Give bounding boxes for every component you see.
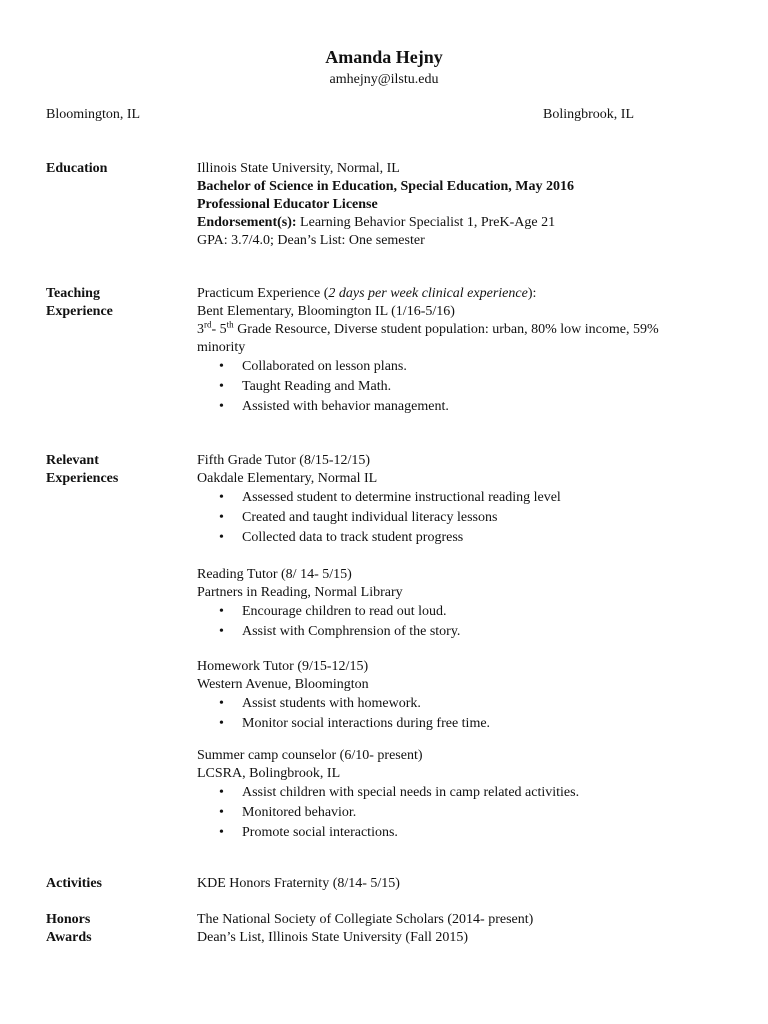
- job-bullets: [197, 602, 737, 642]
- practicum-heading: [197, 285, 737, 303]
- endorsement-value: Learning Behavior Specialist 1, PreK-Age 21: [296, 215, 556, 230]
- relevant-job-3: [197, 658, 737, 734]
- practicum-grades-cont: minority: [197, 340, 246, 355]
- practicum-school: Bent Elementary, Bloomington IL (1/16-5/16): [197, 304, 455, 319]
- honors-label-line-1: Honors: [46, 912, 91, 927]
- list-item: • Collected data to track student progress: [197, 528, 737, 548]
- job-bullets: [197, 783, 737, 843]
- education-license: Professional Educator License: [197, 197, 378, 212]
- list-item: • Created and taught individual literacy lessons: [197, 508, 737, 528]
- practicum-italic: 2 days per week clinical experience: [328, 286, 528, 301]
- grade-b: - 5: [211, 322, 227, 337]
- list-item: • Assist with Comphrension of the story.: [197, 622, 737, 642]
- job-title: Reading Tutor (8/ 14- 5/15): [197, 567, 352, 582]
- activities-value: KDE Honors Fraternity (8/14- 5/15): [197, 876, 400, 891]
- relevant-job-1: [197, 452, 737, 548]
- list-item: • Assisted with behavior management.: [197, 397, 737, 417]
- list-item: • Collaborated on lesson plans.: [197, 357, 737, 377]
- list-item: • Monitor social interactions during free time.: [197, 714, 737, 734]
- teaching-label-line-2: Experience: [46, 304, 113, 319]
- grade-a-sup: rd: [204, 319, 212, 330]
- honors-line-1: The National Society of Collegiate Scholars (2014- present): [197, 912, 534, 927]
- education-endorsement: [197, 214, 737, 232]
- section-label-relevant: [46, 452, 118, 488]
- relevant-job-4: [197, 747, 737, 843]
- section-label-education: Education: [46, 161, 108, 176]
- relevant-label-line-1: Relevant: [46, 453, 99, 468]
- relevant-label-line-2: Experiences: [46, 471, 119, 486]
- job-bullets: [197, 488, 737, 548]
- job-place: LCSRA, Bolingbrook, IL: [197, 766, 341, 781]
- honors-line-2: Dean’s List, Illinois State University (Fall 2015): [197, 930, 469, 945]
- list-item: • Encourage children to read out loud.: [197, 602, 737, 622]
- job-place: Western Avenue, Bloomington: [197, 677, 369, 692]
- education-school: Illinois State University, Normal, IL: [197, 161, 400, 176]
- list-item: • Taught Reading and Math.: [197, 377, 737, 397]
- endorsement-label: Endorsement(s):: [197, 215, 297, 230]
- job-title: Summer camp counselor (6/10- present): [197, 748, 423, 763]
- list-item: • Assist students with homework.: [197, 694, 737, 714]
- location-right: Bolingbrook, IL: [543, 107, 634, 122]
- list-item: • Assessed student to determine instructional reading level: [197, 488, 737, 508]
- job-title: Homework Tutor (9/15-12/15): [197, 659, 369, 674]
- section-label-teaching: [46, 285, 113, 321]
- list-item: • Assist children with special needs in camp related activities.: [197, 783, 737, 803]
- teaching-section: [197, 285, 737, 417]
- job-bullets: [197, 694, 737, 734]
- practicum-pre: Practicum Experience (: [197, 286, 329, 301]
- job-title: Fifth Grade Tutor (8/15-12/15): [197, 453, 371, 468]
- list-item: • Monitored behavior.: [197, 803, 737, 823]
- location-left: Bloomington, IL: [46, 107, 141, 122]
- resume-email: amhejny@ilstu.edu: [329, 72, 439, 87]
- honors-label-line-2: Awards: [46, 930, 92, 945]
- education-gpa: GPA: 3.7/4.0; Dean’s List: One semester: [197, 233, 425, 248]
- practicum-grades: [197, 321, 737, 339]
- grade-b-sup: th: [226, 319, 234, 330]
- education-degree: Bachelor of Science in Education, Special Education, May 2016: [197, 179, 574, 194]
- job-place: Partners in Reading, Normal Library: [197, 585, 403, 600]
- section-label-activities: Activities: [46, 876, 102, 891]
- education-section: [197, 160, 737, 250]
- grade-a: 3: [197, 322, 204, 337]
- practicum-post: ):: [527, 286, 537, 301]
- teaching-label-line-1: Teaching: [46, 286, 100, 301]
- list-item: • Promote social interactions.: [197, 823, 737, 843]
- honors-section: [197, 911, 737, 947]
- job-place: Oakdale Elementary, Normal IL: [197, 471, 378, 486]
- relevant-job-2: [197, 566, 737, 642]
- grade-rest: Grade Resource, Diverse student population: urban, 80% low income, 59%: [233, 322, 659, 337]
- resume-name: Amanda Hejny: [325, 47, 443, 67]
- teaching-bullets: [197, 357, 737, 417]
- section-label-honors: [46, 911, 92, 947]
